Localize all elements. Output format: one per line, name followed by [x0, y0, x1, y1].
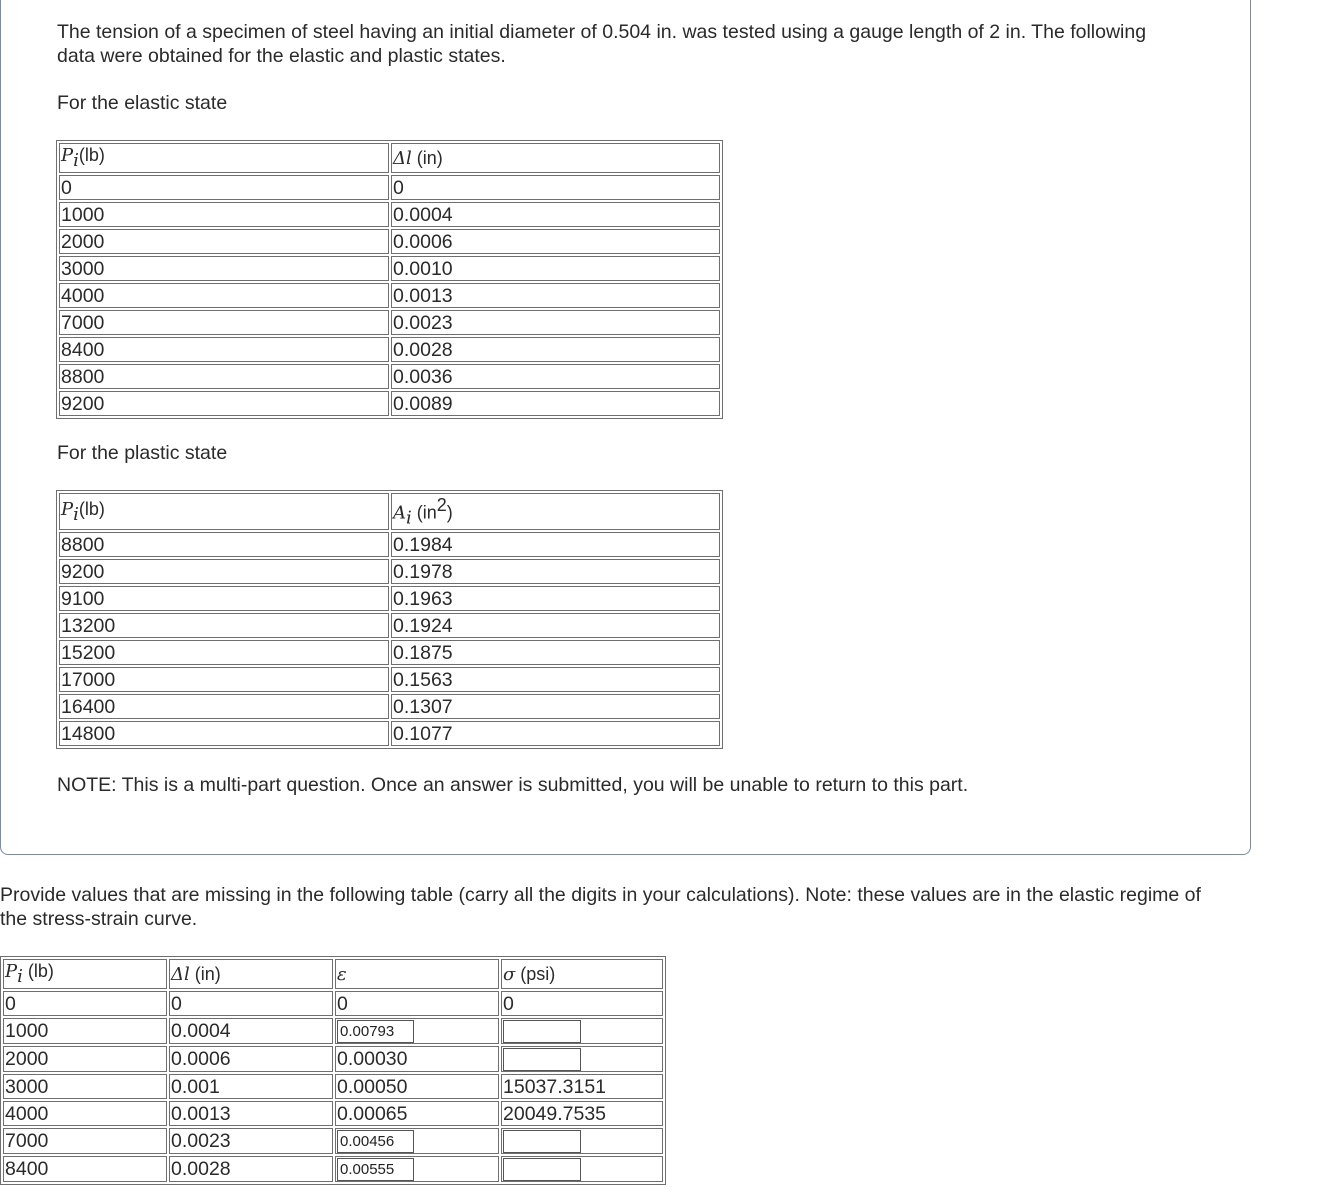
load-cell: 9200 — [59, 559, 389, 584]
table-row — [59, 694, 720, 719]
table-row — [59, 667, 720, 692]
load-cell: 15200 — [59, 640, 389, 665]
table-row — [59, 613, 720, 638]
elongation-cell: 0.0006 — [169, 1046, 333, 1072]
stress-input[interactable] — [503, 1158, 581, 1181]
strain-answer-cell — [335, 1018, 499, 1044]
table-row — [59, 640, 720, 665]
plastic-state-table — [56, 490, 723, 749]
table-row — [59, 175, 720, 200]
load-cell: 13200 — [59, 613, 389, 638]
plastic-col-area-header: $A_i$ $(in^2)$ — [391, 493, 720, 530]
table-row — [59, 310, 720, 335]
table-row — [3, 1101, 663, 1126]
table-row — [59, 532, 720, 557]
strain-input[interactable] — [337, 1130, 414, 1153]
area-cell: 0.1978 — [391, 559, 720, 584]
load-cell: 8400 — [59, 337, 389, 362]
load-cell: 7000 — [59, 310, 389, 335]
load-cell: 8800 — [59, 532, 389, 557]
strain-input[interactable] — [337, 1158, 414, 1181]
stress-input[interactable] — [503, 1048, 581, 1071]
area-cell: 0.1875 — [391, 640, 720, 665]
stress-answer-cell — [501, 1156, 663, 1182]
strain-cell: 0.00065 — [335, 1101, 499, 1126]
multipart-note: NOTE: This is a multi-part question. Once an answer is submitted, you will be unable to return to this part. — [57, 774, 969, 796]
elongation-cell: 0.0006 — [391, 229, 720, 254]
load-cell: 14800 — [59, 721, 389, 746]
elastic-col-load-header: $P_i(lb)$ — [59, 143, 389, 173]
table-row — [59, 391, 720, 416]
strain-answer-cell — [335, 1128, 499, 1154]
area-cell: 0.1984 — [391, 532, 720, 557]
strain-cell: 0.00030 — [335, 1046, 499, 1072]
load-cell: 0 — [59, 175, 389, 200]
table-row — [59, 256, 720, 281]
elastic-col-elongation-header: Δl (in) — [391, 143, 720, 173]
load-cell: 8800 — [59, 364, 389, 389]
table-row — [3, 1128, 663, 1154]
elongation-cell: 0.0036 — [391, 364, 720, 389]
area-cell: 0.1077 — [391, 721, 720, 746]
stress-answer-cell — [501, 1046, 663, 1072]
strain-input[interactable] — [337, 1020, 414, 1043]
load-cell: 4000 — [3, 1101, 167, 1126]
table-row — [59, 229, 720, 254]
load-cell: 1000 — [59, 202, 389, 227]
elongation-cell: 0.0089 — [391, 391, 720, 416]
load-cell: 17000 — [59, 667, 389, 692]
elongation-cell: 0.0013 — [169, 1101, 333, 1126]
table-row — [59, 364, 720, 389]
elongation-cell: 0.0004 — [169, 1018, 333, 1044]
table-row — [3, 1074, 663, 1099]
table-row — [3, 991, 663, 1016]
load-cell: 2000 — [3, 1046, 167, 1072]
problem-intro: The tension of a specimen of steel having an initial diameter of 0.504 in. was tested using a gauge length of 2 in. The following data were obtained for the elastic and plastic states. — [57, 21, 1147, 67]
stress-cell: 0 — [501, 991, 663, 1016]
area-cell: 0.1963 — [391, 586, 720, 611]
load-cell: 16400 — [59, 694, 389, 719]
elongation-cell: 0.0013 — [391, 283, 720, 308]
elongation-cell: 0.0028 — [169, 1156, 333, 1182]
load-cell: 8400 — [3, 1156, 167, 1182]
load-cell: 9100 — [59, 586, 389, 611]
strain-answer-cell — [335, 1156, 499, 1182]
answer-col-elongation-header: Δl (in) — [169, 959, 333, 989]
stress-answer-cell — [501, 1018, 663, 1044]
table-row — [3, 1046, 663, 1072]
table-row — [3, 1018, 663, 1044]
table-row — [59, 559, 720, 584]
answer-table — [0, 956, 666, 1185]
elongation-cell: 0.0004 — [391, 202, 720, 227]
elongation-cell: 0.0023 — [391, 310, 720, 335]
area-cell: 0.1563 — [391, 667, 720, 692]
elongation-cell: 0 — [169, 991, 333, 1016]
table-row — [59, 283, 720, 308]
stress-cell: 20049.7535 — [501, 1101, 663, 1126]
elongation-cell: 0 — [391, 175, 720, 200]
load-cell: 0 — [3, 991, 167, 1016]
load-cell: 3000 — [3, 1074, 167, 1099]
load-cell: 1000 — [3, 1018, 167, 1044]
strain-cell: 0 — [335, 991, 499, 1016]
load-cell: 9200 — [59, 391, 389, 416]
elongation-cell: 0.0023 — [169, 1128, 333, 1154]
stress-cell: 15037.3151 — [501, 1074, 663, 1099]
elastic-state-table — [56, 140, 723, 419]
question-text: Provide values that are missing in the following table (carry all the digits in your calculations). Note: these values are in the elastic regime of the stress-strain curve. — [0, 884, 1201, 930]
table-row — [59, 721, 720, 746]
answer-col-load-header: $P_i$ (lb) — [3, 959, 167, 989]
stress-input[interactable] — [503, 1130, 581, 1153]
table-row — [3, 1156, 663, 1182]
table-row — [59, 202, 720, 227]
plastic-heading: For the plastic state — [57, 442, 228, 464]
strain-cell: 0.00050 — [335, 1074, 499, 1099]
load-cell: 2000 — [59, 229, 389, 254]
area-cell: 0.1924 — [391, 613, 720, 638]
answer-col-stress-header: σ (psi) — [501, 959, 663, 989]
elongation-cell: 0.001 — [169, 1074, 333, 1099]
stress-answer-cell — [501, 1128, 663, 1154]
elongation-cell: 0.0028 — [391, 337, 720, 362]
plastic-col-load-header: $P_i(lb)$ — [59, 493, 389, 530]
stress-input[interactable] — [503, 1020, 581, 1043]
load-cell: 7000 — [3, 1128, 167, 1154]
table-row — [59, 586, 720, 611]
area-cell: 0.1307 — [391, 694, 720, 719]
table-row — [59, 337, 720, 362]
elongation-cell: 0.0010 — [391, 256, 720, 281]
elastic-heading: For the elastic state — [57, 92, 228, 114]
load-cell: 4000 — [59, 283, 389, 308]
load-cell: 3000 — [59, 256, 389, 281]
answer-col-strain-header: ε — [335, 959, 499, 989]
